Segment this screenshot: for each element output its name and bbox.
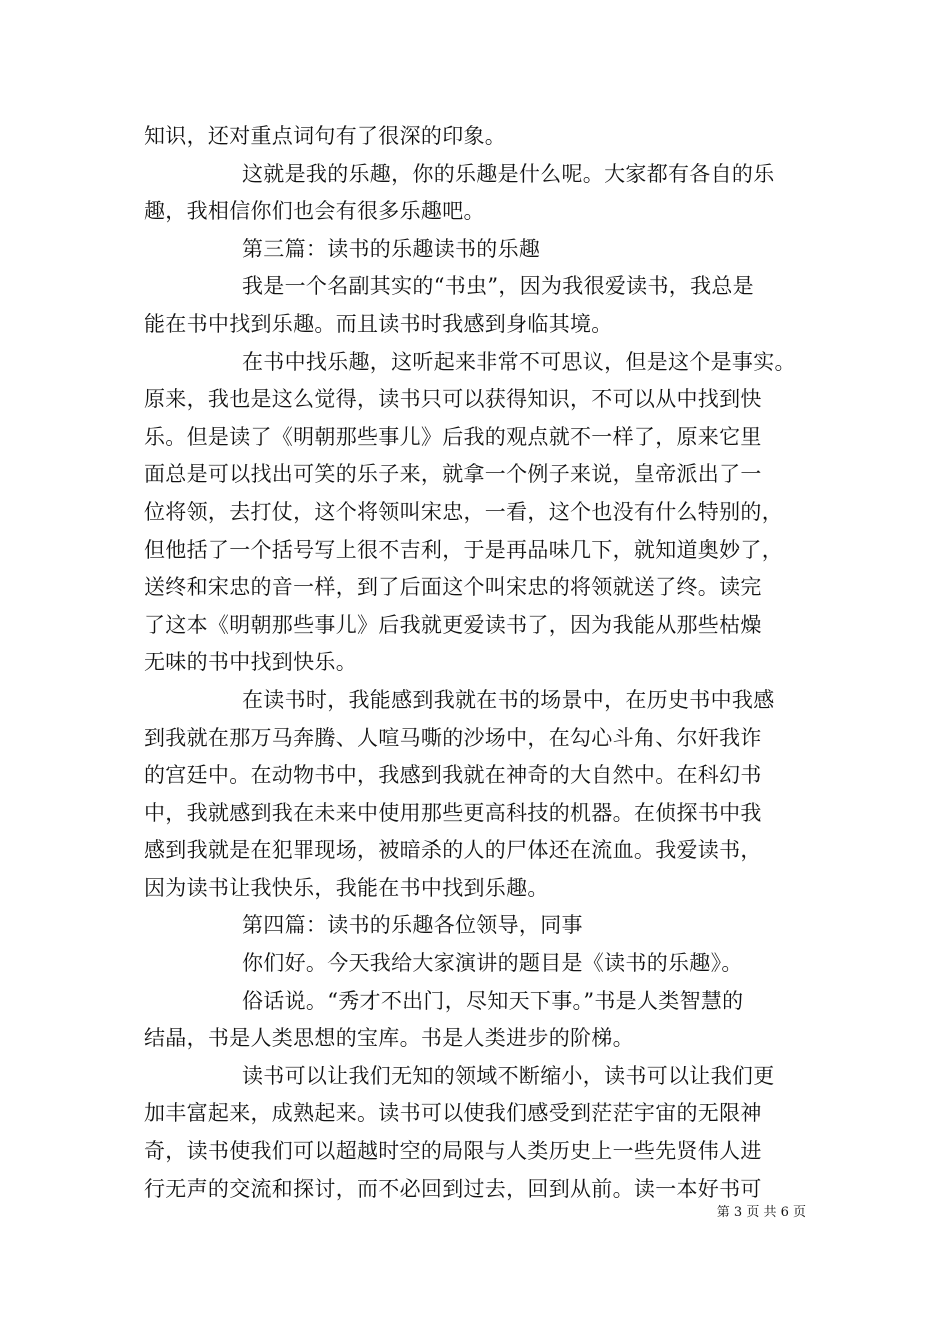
paragraph-start: 俗话说。“秀才不出门，尽知天下事。”书是人类智慧的 xyxy=(242,988,744,1013)
text-line: 原来，我也是这么觉得，读书只可以获得知识，不可以从中找到快 xyxy=(144,387,762,412)
paragraph-start: 这就是我的乐趣，你的乐趣是什么呢。大家都有各自的乐 xyxy=(242,161,775,186)
text-line: 知识，还对重点词句有了很深的印象。 xyxy=(144,124,507,148)
text-line: 无味的书中找到快乐。 xyxy=(144,650,357,675)
text-line: 加丰富起来，成熟起来。读书可以使我们感受到茫茫宇宙的无限神 xyxy=(144,1101,762,1126)
text-line: 到我就在那万马奔腾、人喧马嘶的沙场中，在勾心斗角、尔奸我诈 xyxy=(144,725,762,750)
body-text xyxy=(144,118,812,1208)
section-heading: 第三篇：读书的乐趣读书的乐趣 xyxy=(242,236,541,261)
text-line: 感到我就是在犯罪现场，被暗杀的人的尸体还在流血。我爱读书， xyxy=(144,838,762,863)
text-line: 了这本《明朝那些事儿》后我就更爱读书了，因为我能从那些枯燥 xyxy=(144,612,762,637)
paragraph-start: 我是一个名副其实的“书虫”，因为我很爱读书，我总是 xyxy=(242,274,754,299)
text-line: 位将领，去打仗，这个将领叫宋忠，一看，这个也没有什么特别的， xyxy=(144,499,783,524)
page-number-footer: 第 3 页 共 6 页 xyxy=(716,1205,806,1220)
text-line: 中，我就感到我在未来中使用那些更高科技的机器。在侦探书中我 xyxy=(144,800,762,825)
text-line: 但他括了一个括号写上很不吉利，于是再品味几下，就知道奥妙了， xyxy=(144,537,783,562)
text-line: 奇，读书使我们可以超越时空的局限与人类历史上一些先贤伟人进 xyxy=(144,1139,762,1164)
text-line: 因为读书让我快乐，我能在书中找到乐趣。 xyxy=(144,875,549,900)
text-line: 趣，我相信你们也会有很多乐趣吧。 xyxy=(144,199,485,224)
text-line: 能在书中找到乐趣。而且读书时我感到身临其境。 xyxy=(144,311,613,336)
section-heading: 第四篇：读书的乐趣各位领导，同事 xyxy=(242,913,583,938)
paragraph-start: 在读书时，我能感到我就在书的场景中，在历史书中我感 xyxy=(242,687,775,712)
text-line: 乐。但是读了《明朝那些事儿》后我的观点就不一样了，原来它里 xyxy=(144,424,762,449)
paragraph-start: 读书可以让我们无知的领域不断缩小，读书可以让我们更 xyxy=(242,1063,775,1088)
text-line: 的宫廷中。在动物书中，我感到我就在神奇的大自然中。在科幻书 xyxy=(144,763,762,788)
text-line: 行无声的交流和探讨，而不必回到过去，回到从前。读一本好书可 xyxy=(144,1176,762,1201)
text-line: 送终和宋忠的音一样，到了后面这个叫宋忠的将领就送了终。读完 xyxy=(144,575,762,600)
paragraph-start: 在书中找乐趣，这听起来非常不可思议，但是这个是事实。 xyxy=(242,349,796,374)
paragraph-start: 你们好。今天我给大家演讲的题目是《读书的乐趣》。 xyxy=(242,951,743,976)
text-line: 结晶，书是人类思想的宝库。书是人类进步的阶梯。 xyxy=(144,1026,634,1051)
text-line: 面总是可以找出可笑的乐子来，就拿一个例子来说，皇帝派出了一 xyxy=(144,462,762,487)
